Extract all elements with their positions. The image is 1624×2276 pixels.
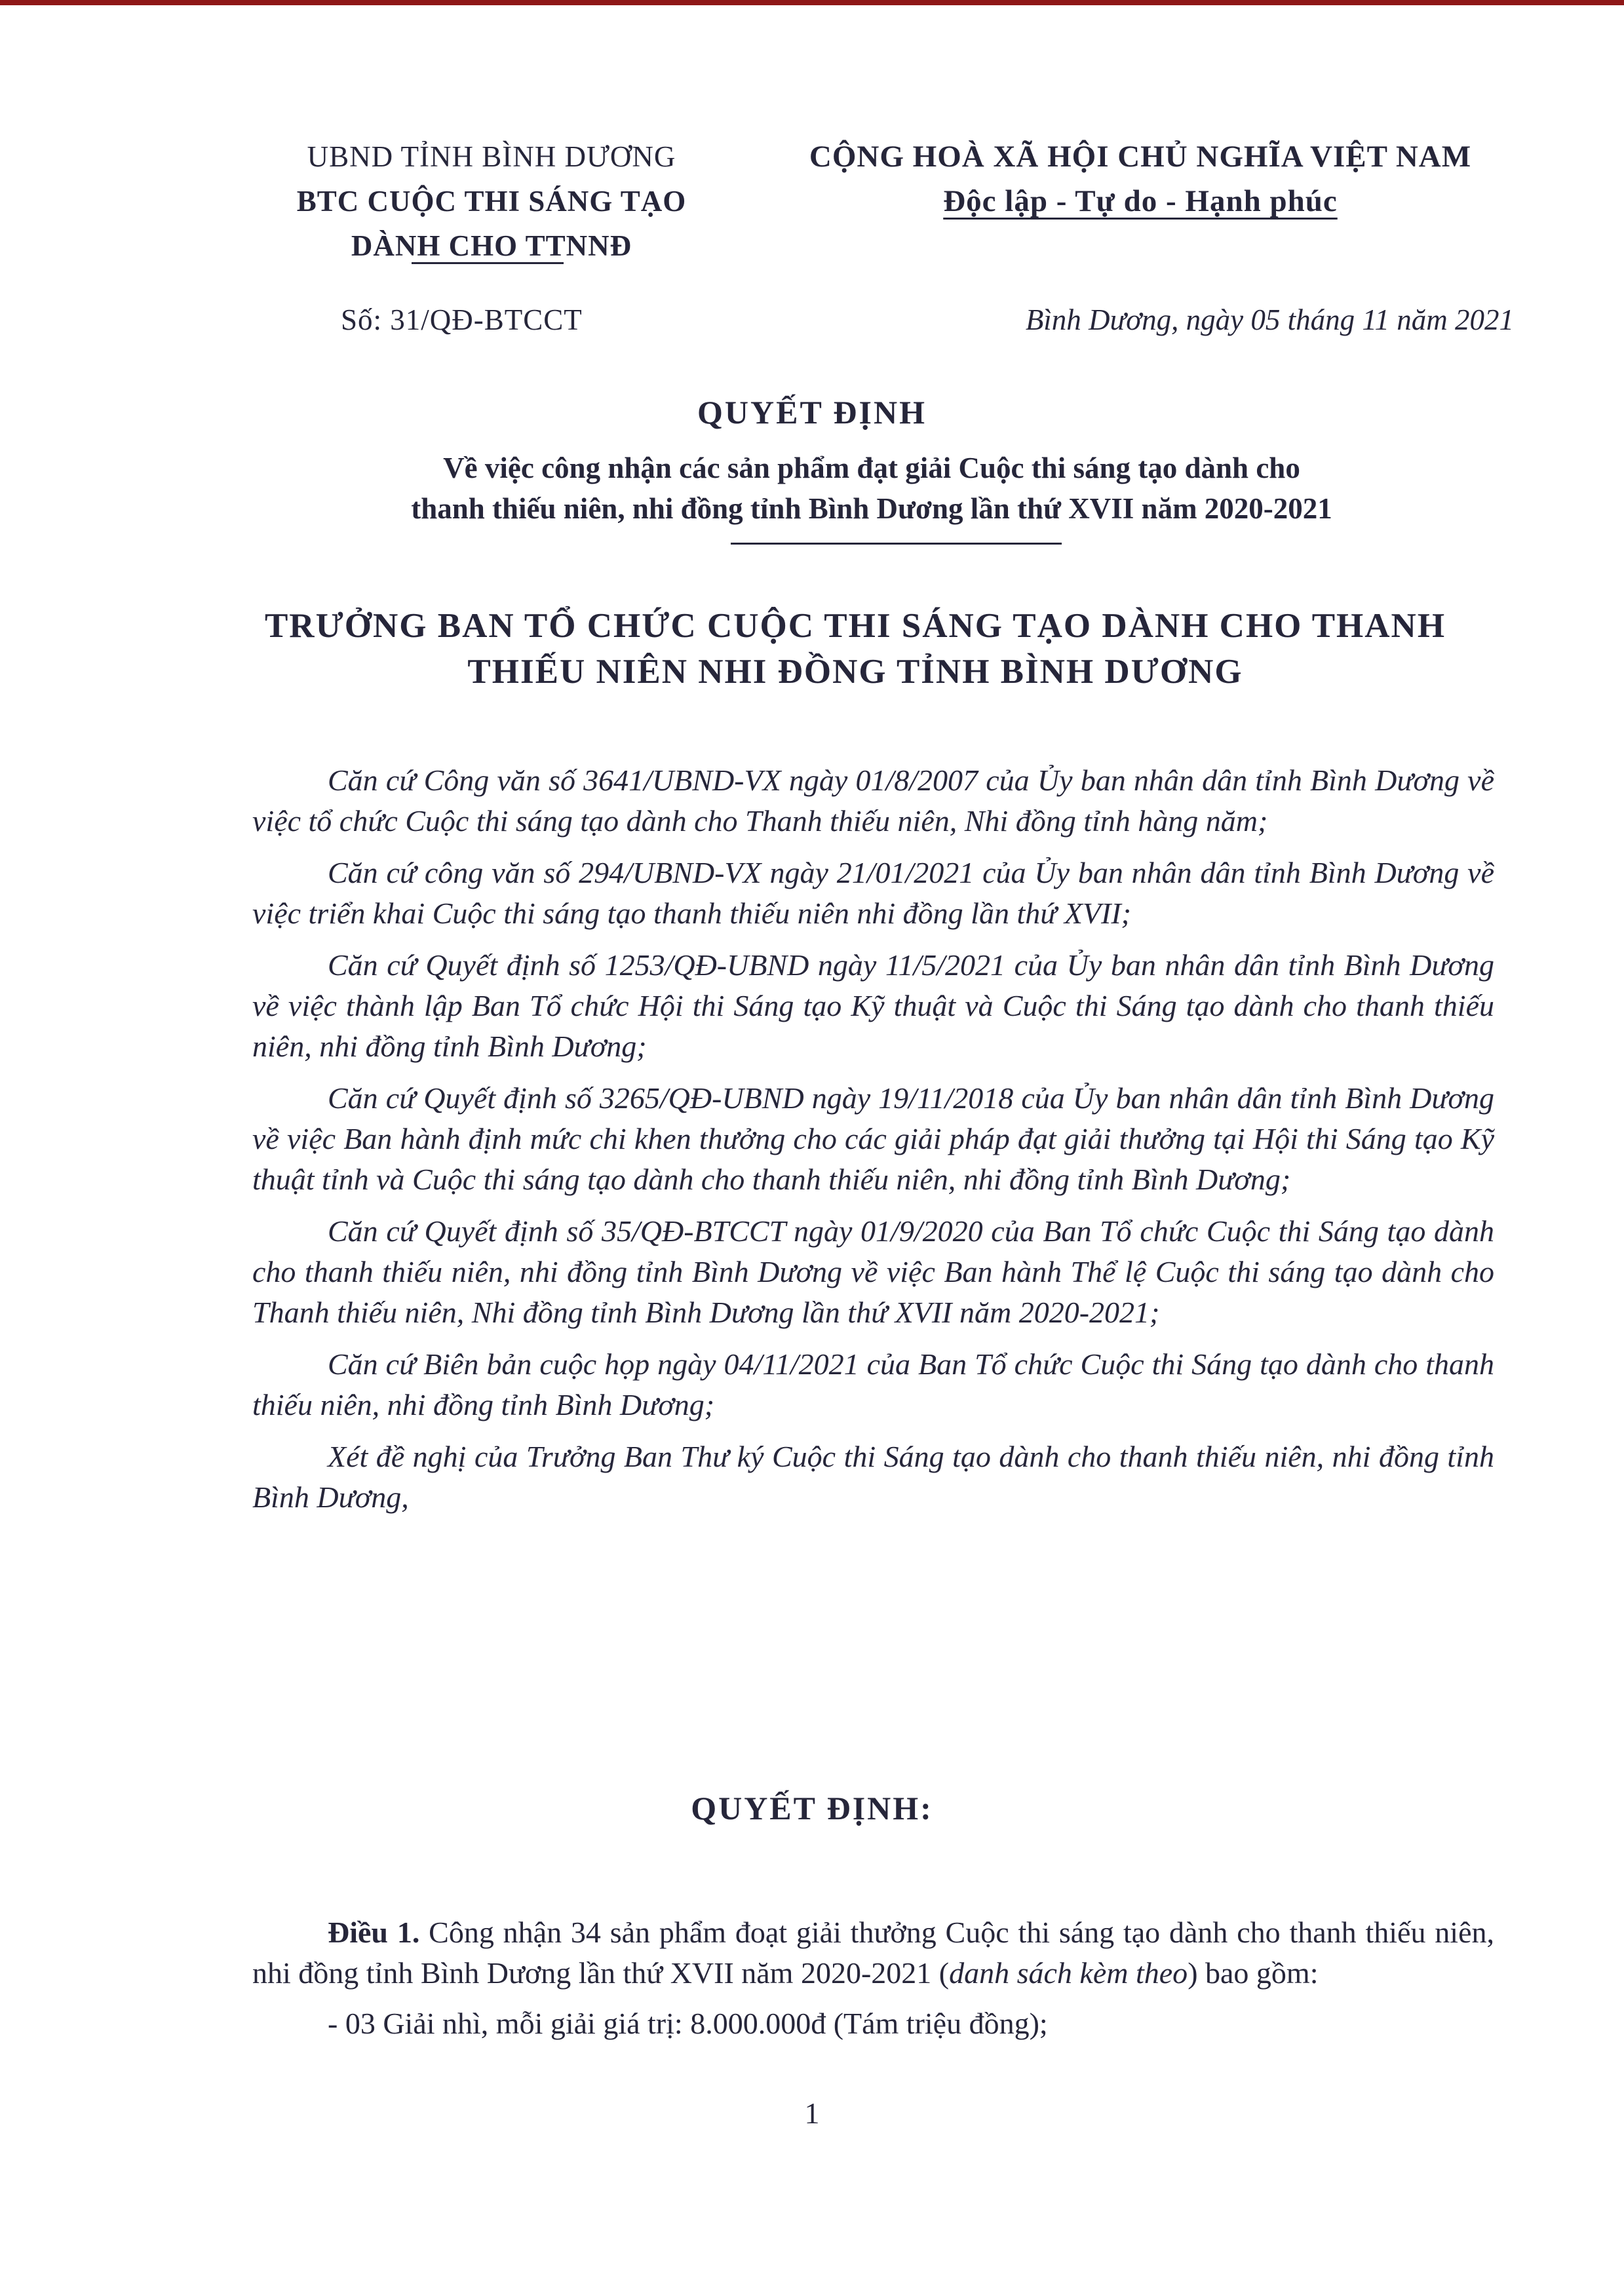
ground-paragraph: Căn cứ Quyết định số 35/QĐ-BTCCT ngày 01/9/2020 của Ban Tổ chức Cuộc thi Sáng tạo dành cho thanh thiếu niên, nhi đồng tỉnh Bình Dương về việc Ban hành Thể lệ Cuộc thi sáng tạo dành cho Thanh thiếu niên, Nhi đồng tỉnh Bình Dương lần thứ XVII năm 2020-2021; bbox=[252, 1214, 1494, 1329]
article-1 bbox=[252, 1912, 1494, 2054]
org-line-2: BTC CUỘC THI SÁNG TẠO bbox=[296, 185, 687, 218]
article-1-text: Công nhận 34 sản phẩm đoạt giải thưởng Cuộc thi sáng tạo dành cho thanh thiếu niên, nhi đồng tỉnh Bình Dương lần thứ XVII năm 2020-2021 ( bbox=[252, 1916, 1494, 1990]
authority-line-2: THIẾU NIÊN NHI ĐỒNG TỈNH BÌNH DƯƠNG bbox=[467, 653, 1243, 691]
ground-paragraph: Căn cứ Biên bản cuộc họp ngày 04/11/2021 của Ban Tổ chức Cuộc thi Sáng tạo dành cho thanh thiếu niên, nhi đồng tỉnh Bình Dương; bbox=[252, 1347, 1494, 1421]
legal-grounds bbox=[252, 760, 1494, 1529]
place-date: Bình Dương, ngày 05 tháng 11 năm 2021 bbox=[1025, 303, 1514, 336]
ground-paragraph: Căn cứ công văn số 294/UBND-VX ngày 21/01/2021 của Ủy ban nhân dân tỉnh Bình Dương về việc triển khai Cuộc thi sáng tạo thanh thiếu niên nhi đồng lần thứ XVII; bbox=[252, 856, 1494, 930]
national-header bbox=[764, 134, 1517, 223]
issuing-organization bbox=[223, 134, 760, 268]
org-line-1: UBND TỈNH BÌNH DƯƠNG bbox=[307, 140, 676, 173]
org-line-3: DÀNH CHO TTNNĐ bbox=[351, 229, 632, 262]
article-1-paragraph bbox=[252, 1912, 1494, 1994]
issuing-authority bbox=[216, 603, 1494, 695]
subject-line-2: thanh thiếu niên, nhi đồng tỉnh Bình Dương lần thứ XVII năm 2020-2021 bbox=[411, 492, 1332, 525]
ground-paragraph: Căn cứ Quyết định số 3265/QĐ-UBND ngày 19/11/2018 của Ủy ban nhân dân tỉnh Bình Dương về việc Ban hành định mức chi khen thưởng cho các giải pháp đạt giải thưởng tại Hội thi Sáng tạo Kỹ thuật tỉnh và Cuộc thi sáng tạo dành cho thanh thiếu niên, nhi đồng tỉnh Bình Dương; bbox=[252, 1081, 1494, 1196]
article-1-text-end: ) bao gồm: bbox=[1188, 1956, 1319, 1990]
ground-paragraph: Xét đề nghị của Trưởng Ban Thư ký Cuộc thi Sáng tạo dành cho thanh thiếu niên, nhi đồng tỉnh Bình Dương, bbox=[252, 1440, 1494, 1514]
decision-title: QUYẾT ĐỊNH bbox=[697, 394, 927, 431]
document-number: Số: 31/QĐ-BTCCT bbox=[341, 303, 583, 336]
authority-line-1: TRƯỞNG BAN TỔ CHỨC CUỘC THI SÁNG TẠO DÀNH CHO THANH bbox=[264, 607, 1446, 645]
decision-subject bbox=[275, 448, 1468, 529]
prize-item: - 03 Giải nhì, mỗi giải giá trị: 8.000.000đ (Tám triệu đồng); bbox=[328, 2007, 1048, 2040]
org-underline bbox=[412, 262, 564, 264]
scan-top-border bbox=[0, 0, 1624, 5]
article-1-label: Điều 1. bbox=[328, 1916, 420, 1949]
page-number: 1 bbox=[804, 2096, 820, 2130]
ground-paragraph: Căn cứ Công văn số 3641/UBND-VX ngày 01/8/2007 của Ủy ban nhân dân tỉnh Bình Dương về việc tổ chức Cuộc thi sáng tạo dành cho Thanh thiếu niên, Nhi đồng tỉnh hàng năm; bbox=[252, 763, 1494, 838]
subject-line-1: Về việc công nhận các sản phẩm đạt giải Cuộc thi sáng tạo dành cho bbox=[443, 452, 1300, 484]
nation-line-1: CỘNG HOÀ XÃ HỘI CHỦ NGHĨA VIỆT NAM bbox=[809, 140, 1472, 174]
article-1-attachment-note: danh sách kèm theo bbox=[949, 1956, 1188, 1990]
ground-paragraph: Căn cứ Quyết định số 1253/QĐ-UBND ngày 11/5/2021 của Ủy ban nhân dân tỉnh Bình Dương về việc thành lập Ban Tổ chức Hội thi Sáng tạo Kỹ thuật và Cuộc thi Sáng tạo dành cho thanh thiếu niên, nhi đồng tỉnh Bình Dương; bbox=[252, 948, 1494, 1063]
subject-underline bbox=[731, 543, 1062, 545]
decision-heading: QUYẾT ĐỊNH: bbox=[691, 1790, 933, 1826]
nation-motto: Độc lập - Tự do - Hạnh phúc bbox=[943, 184, 1338, 218]
